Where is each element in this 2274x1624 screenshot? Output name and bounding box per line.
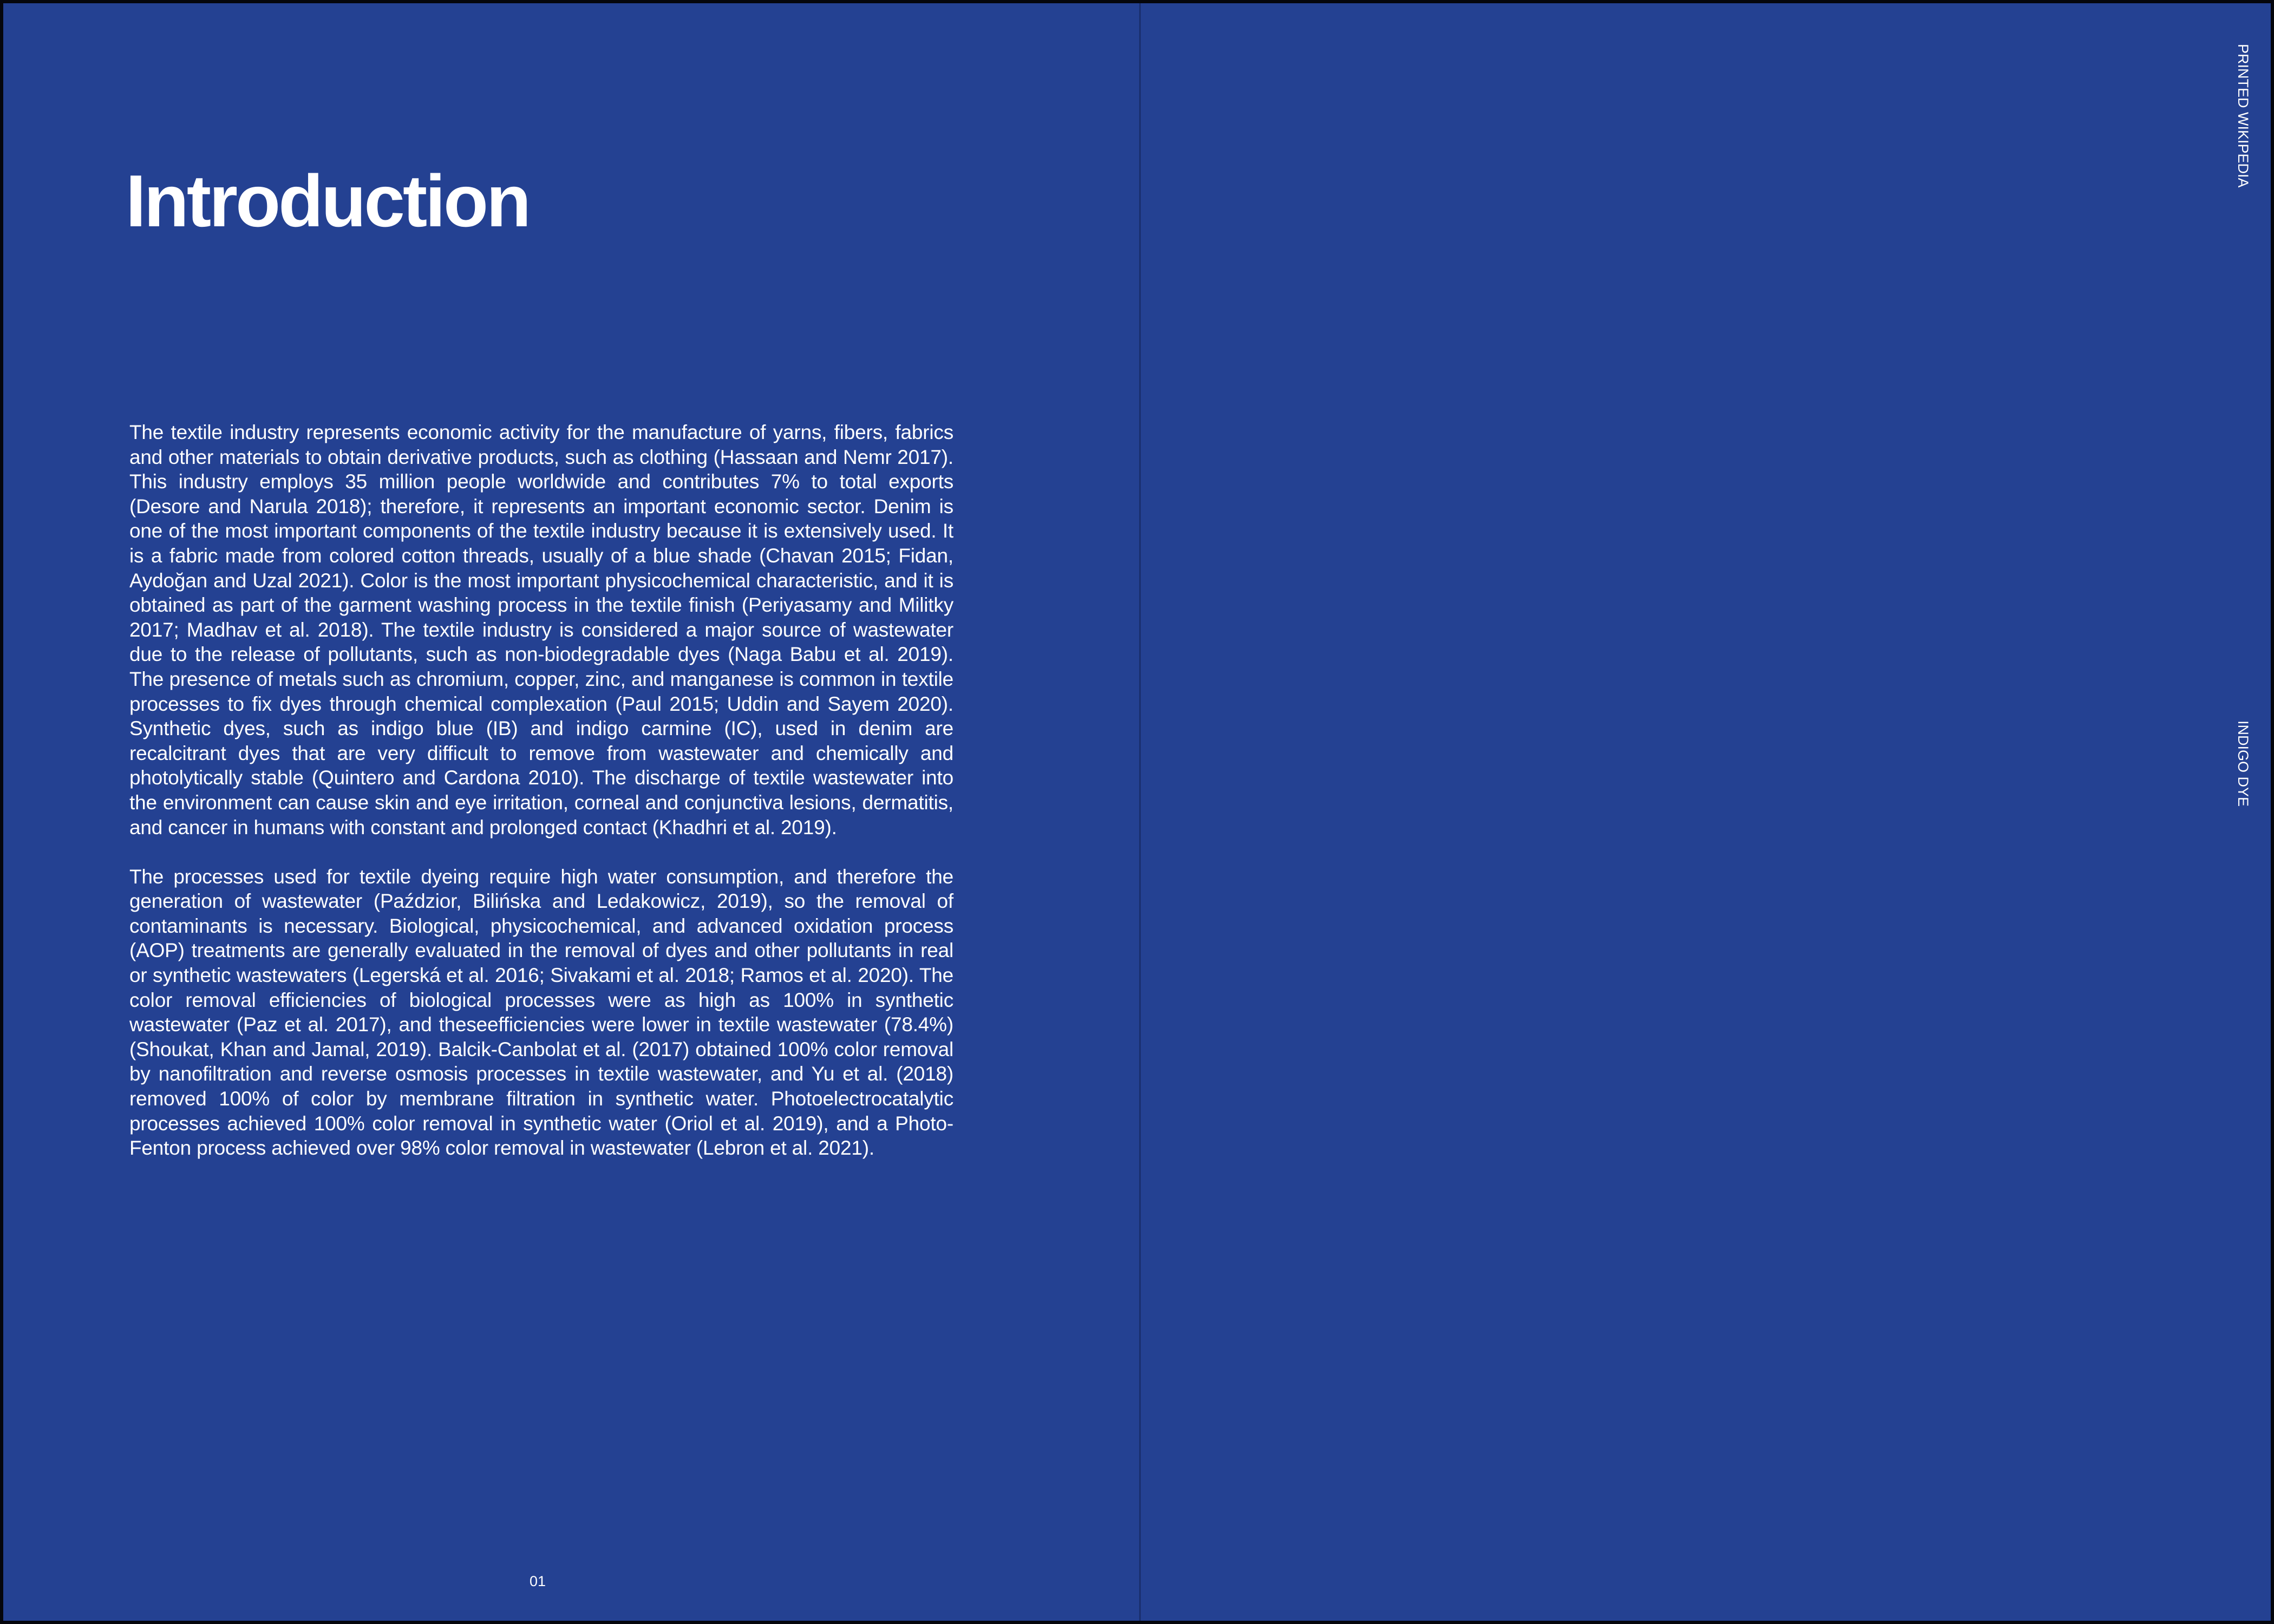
paragraph: The textile industry represents economic activity for the manufacture of yarns, fibers, fabrics and other materials to obtain derivative products, such as clothing (Hassaan and Nemr 2017). This industry employs 35 million people worldwide and contributes 7% to total exports (Desore and Narula 2018); therefore, it represents an important economic sector. Denim is one of the most important components of the textile industry because it is extensively used. It is a fabric made from colored cotton threads, usually of a blue shade (Chavan 2015; Fidan, Aydoğan and Uzal 2021). Color is the most important physicochemical characteristic, and it is obtained as part of the garment washing process in the textile finish (Periyasamy and Militky 2017; Madhav et al. 2018). The textile industry is considered a major source of wastewater due to the release of pollutants, such as non-biodegradable dyes (Naga Babu et al. 2019). The presence of metals such as chromium, copper, zinc, and manganese is common in textile processes to fix dyes through chemical complexation (Paul 2015; Uddin and Sayem 2020). Synthetic dyes, such as indigo blue (IB) and indigo carmine (IC), used in denim are recalcitrant dyes that are very difficult to remove from wastewater and chemically and photolytically stable (Quintero and Cardona 2010). The discharge of textile wastewater into the environment can cause skin and eye irritation, corneal and conjunctiva lesions, dermatitis, and cancer in humans with constant and prolonged contact (Khadhri et al. 2019). bbox=[129, 421, 953, 839]
running-head-publication: PRINTED WIKIPEDIA bbox=[2235, 44, 2251, 188]
left-page bbox=[3, 3, 1139, 1621]
page-title: Introduction bbox=[126, 160, 530, 242]
running-head-section: INDIGO DYE bbox=[2235, 721, 2251, 807]
paragraph: The processes used for textile dyeing require high water consumption, and therefore the generation of wastewater (Paździor, Bilińska and Ledakowicz, 2019), so the removal of contaminants is necessary. Biological, physicochemical, and advanced oxidation process (AOP) treatments are generally evaluated in the removal of dyes and other pollutants in real or synthetic wastewaters (Legerská et al. 2016; Sivakami et al. 2018; Ramos et al. 2020). The color removal efficiencies of biological processes were as high as 100% in synthetic wastewater (Paz et al. 2017), and theseefficiencies were lower in textile wastewater (78.4%) (Shoukat, Khan and Jamal, 2019). Balcik-Canbolat et al. (2017) obtained 100% color removal by nanofiltration and reverse osmosis processes in textile wastewater, and Yu et al. (2018) removed 100% of color by membrane filtration in synthetic water. Photoelectrocatalytic processes achieved 100% color removal in synthetic water (Oriol et al. 2019), and a Photo-Fenton process achieved over 98% color removal in wastewater (Lebron et al. 2021). bbox=[129, 865, 953, 1160]
left-body-text bbox=[129, 420, 953, 1185]
page-number: 01 bbox=[529, 1573, 546, 1589]
right-page bbox=[1141, 3, 2274, 1621]
